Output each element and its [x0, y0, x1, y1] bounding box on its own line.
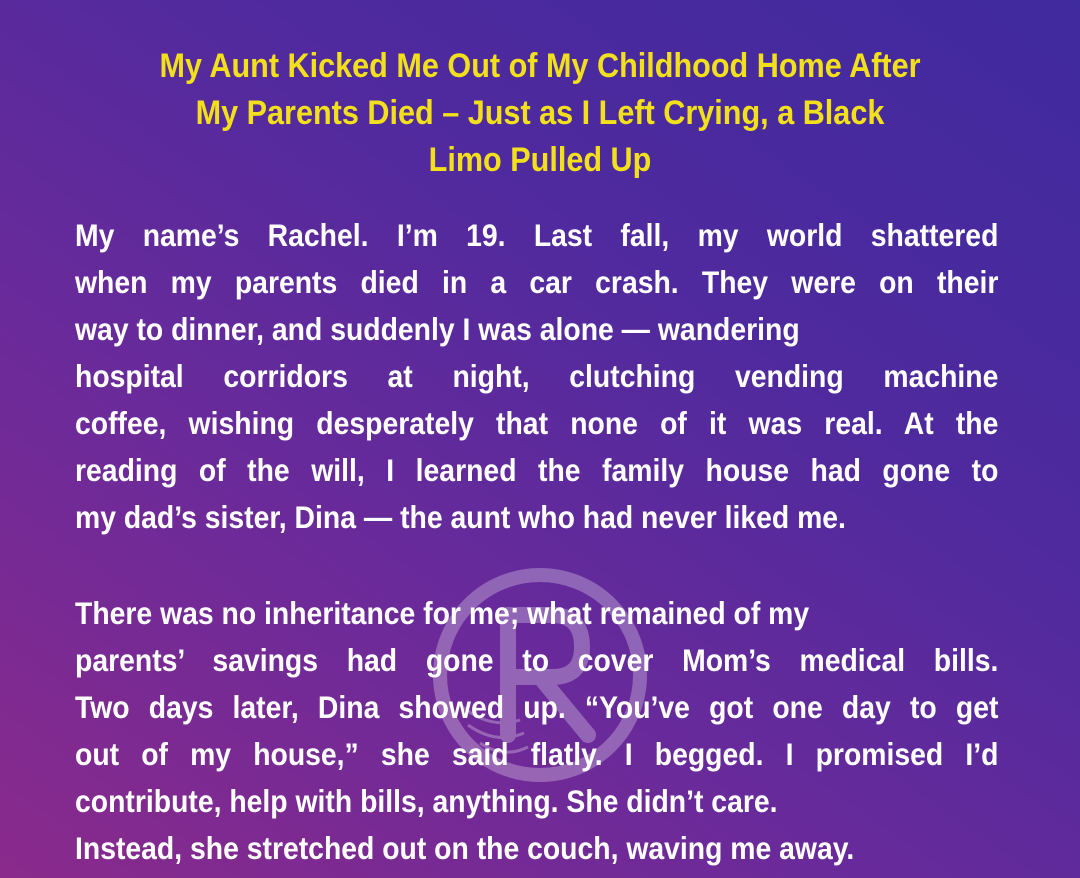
story-title [108, 42, 972, 183]
paragraph-line: hospital corridors at night, clutching vending machine [75, 358, 999, 394]
paragraph-line: There was no inheritance for me; what remained of my [75, 595, 810, 631]
story-paragraph [75, 212, 998, 541]
paragraph-line: My name’s Rachel. I’m 19. Last fall, my world shattered [75, 217, 999, 253]
paragraph-line: my dad’s sister, Dina — the aunt who had never liked me. [75, 499, 846, 535]
title-line: My Parents Died – Just as I Left Crying, a Black [195, 94, 885, 132]
paragraph-line: Two days later, Dina showed up. “You’ve got one day to get [75, 689, 999, 725]
paragraph-line: Instead, she stretched out on the couch, waving me away. [75, 830, 855, 866]
paragraph-line: out of my house,” she said flatly. I begged. I promised I’d [75, 736, 999, 772]
story-paragraph [75, 590, 998, 872]
paragraph-line: coffee, wishing desperately that none of it was real. At the [75, 405, 999, 441]
paragraph-line: when my parents died in a car crash. They were on their [75, 264, 999, 300]
title-line: Limo Pulled Up [428, 141, 652, 179]
paragraph-line: contribute, help with bills, anything. She didn’t care. [75, 783, 778, 819]
paragraph-line: parents’ savings had gone to cover Mom’s medical bills. [75, 642, 999, 678]
paragraph-line: reading of the will, I learned the family house had gone to [75, 452, 999, 488]
paragraph-line: way to dinner, and suddenly I was alone — wandering [75, 311, 800, 347]
title-line: My Aunt Kicked Me Out of My Childhood Home After [159, 47, 921, 85]
